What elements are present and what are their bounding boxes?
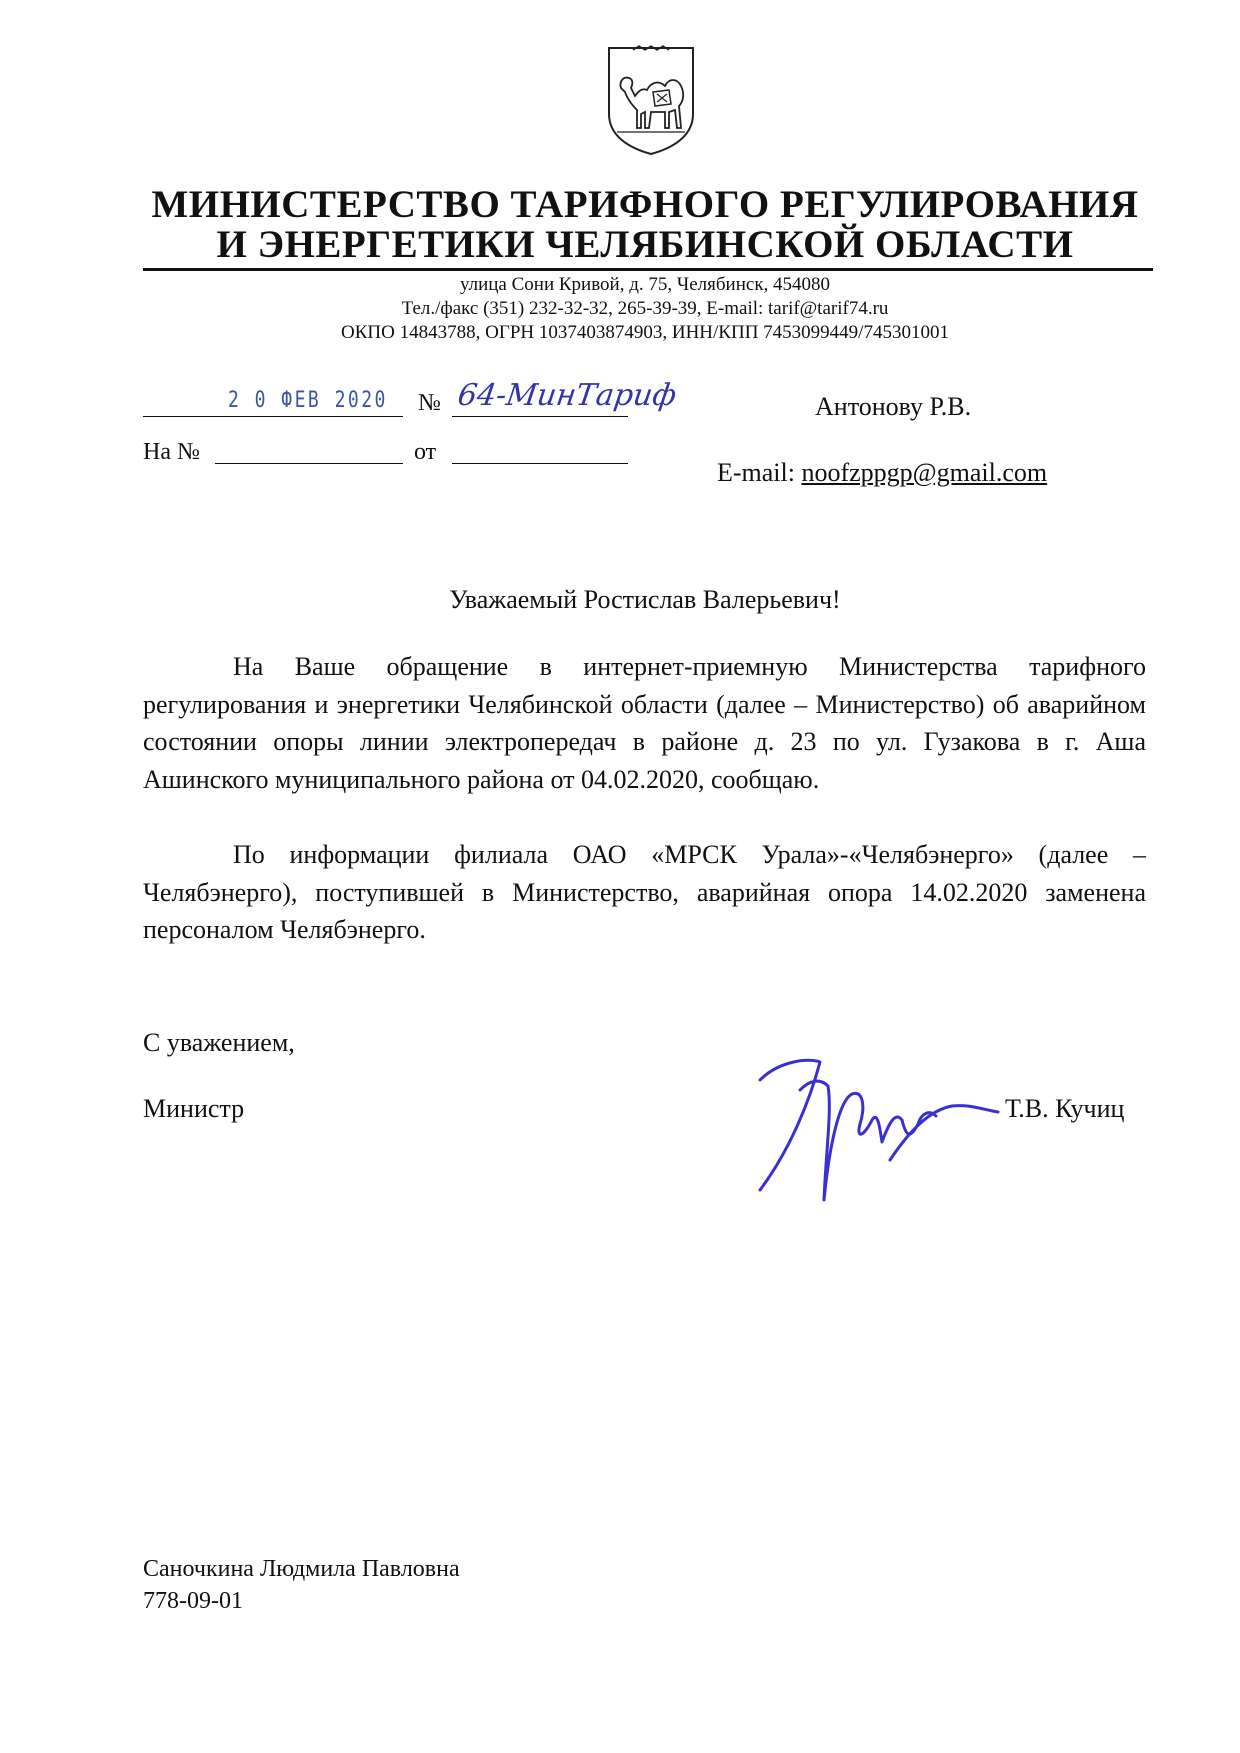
- handwritten-reg-number: 64-МинТариф: [455, 378, 679, 413]
- reply-to-line: [215, 463, 403, 464]
- reply-to-label: На №: [143, 439, 200, 465]
- closing: С уважением,: [143, 1028, 295, 1057]
- org-name-line2: И ЭНЕРГЕТИКИ ЧЕЛЯБИНСКОЙ ОБЛАСТИ: [216, 223, 1074, 266]
- signer-name: Т.В. Кучиц: [1005, 1094, 1125, 1123]
- executor-name: Саночкина Людмила Павловна: [143, 1556, 460, 1582]
- from-line: [452, 463, 628, 464]
- email-label: E-mail:: [717, 458, 795, 487]
- recipient-name: Антонову Р.В.: [815, 392, 972, 421]
- recipient-email-link[interactable]: noofzppgp@gmail.com: [801, 458, 1048, 487]
- org-name-line1: МИНИСТЕРСТВО ТАРИФНОГО РЕГУЛИРОВАНИЯ: [151, 183, 1139, 226]
- from-label: от: [414, 439, 437, 465]
- org-phone-email: Тел./факс (351) 232-32-32, 265-39-39, E-mail: tarif@tarif74.ru: [401, 298, 889, 319]
- body-paragraph-1: На Ваше обращение в интернет-приемную Министерства тарифного регулирования и энергетики Челябинской области (далее – Министерство) об аварийном состоянии опоры линии электропередач в районе д. 23 по ул. Гузакова в г. Аша Ашинского муниципального района от 04.02.2020, сообщаю.: [143, 652, 1146, 794]
- header-rule-thick: [143, 268, 1153, 271]
- signer-position: Министр: [143, 1094, 245, 1123]
- handwritten-signature: [740, 1040, 1000, 1220]
- recipient-email-row: [717, 458, 1047, 488]
- body-paragraph-2: По информации филиала ОАО «МРСК Урала»-«Челябэнерго» (далее – Челябэнерго), поступившей в Министерство, аварийная опора 14.02.2020 заменена персоналом Челябэнерго.: [143, 840, 1146, 944]
- number-sign: №: [418, 390, 441, 416]
- org-address: улица Сони Кривой, д. 75, Челябинск, 454080: [459, 274, 831, 295]
- greeting: Уважаемый Ростислав Валерьевич!: [449, 585, 841, 614]
- executor-phone: 778-09-01: [143, 1588, 243, 1614]
- org-codes: ОКПО 14843788, ОГРН 1037403874903, ИНН/КПП 7453099449/745301001: [341, 322, 949, 343]
- date-line: [143, 416, 403, 417]
- date-stamp: 2 0 ФЕВ 2020: [228, 388, 388, 413]
- number-line: [452, 416, 628, 417]
- coat-of-arms-camel-icon: [603, 44, 699, 156]
